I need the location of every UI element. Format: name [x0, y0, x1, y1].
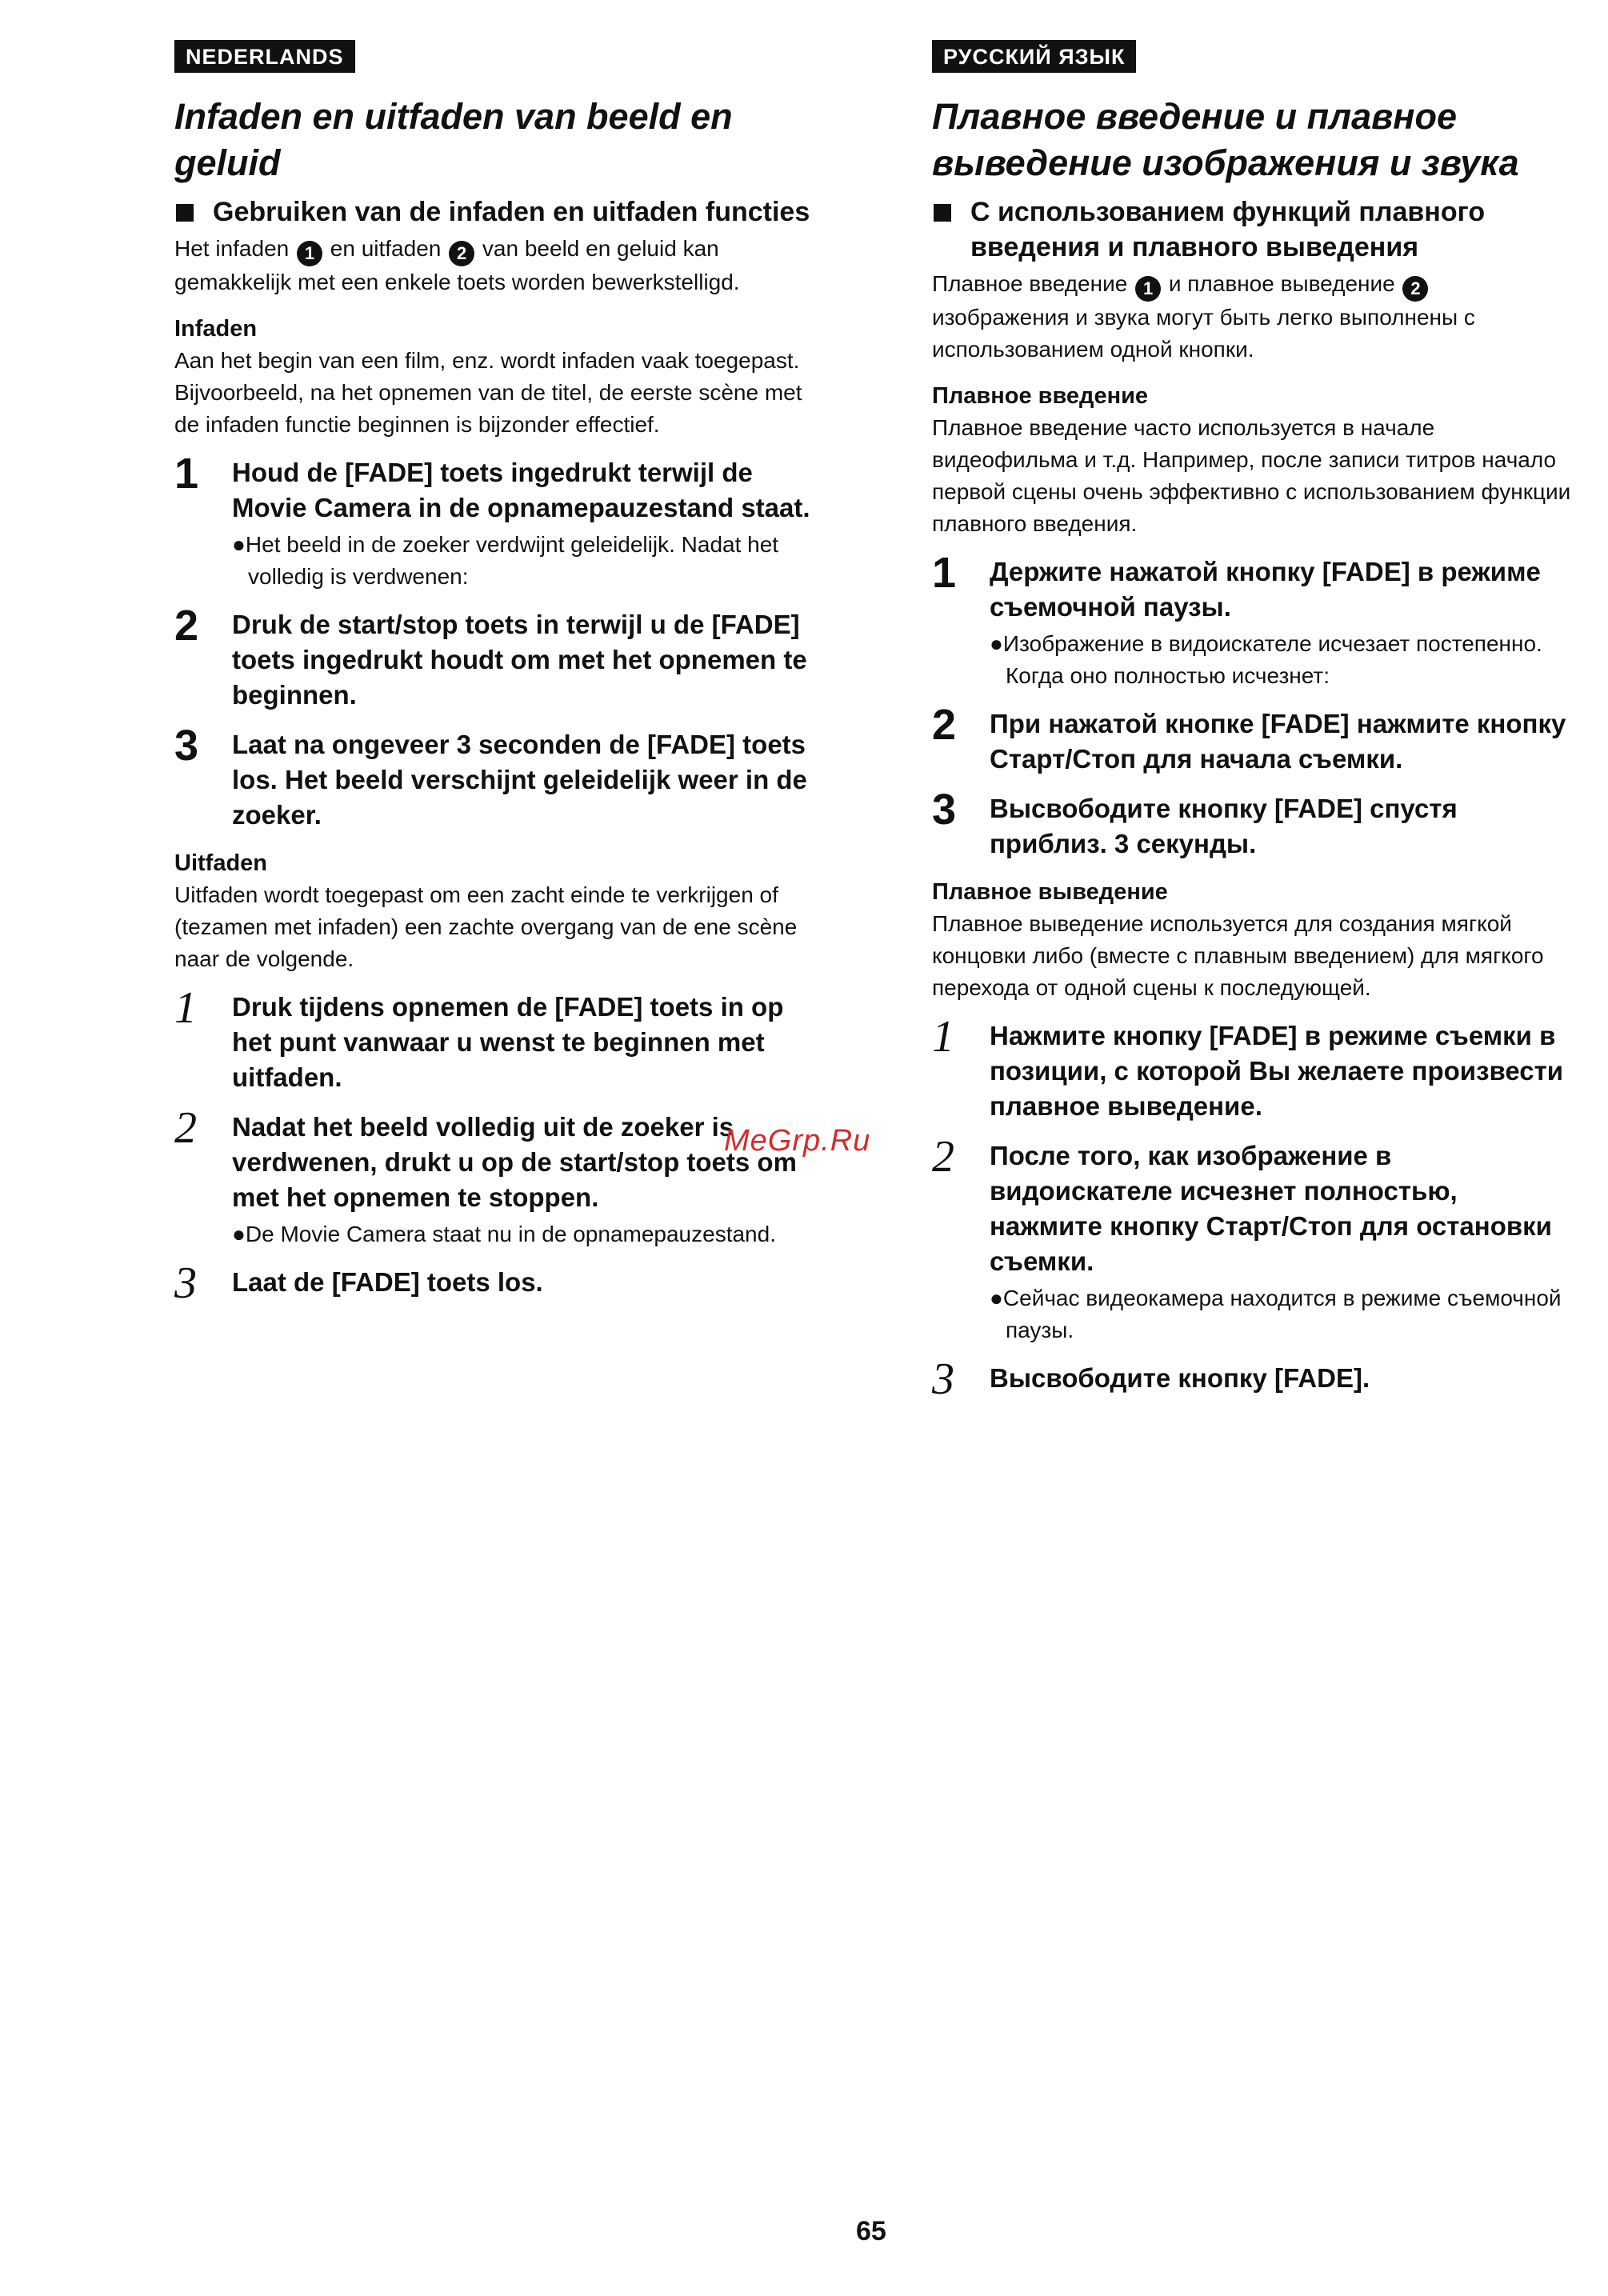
step-number: 2 — [174, 1103, 197, 1153]
column-russian — [932, 40, 1572, 1410]
language-badge: NEDERLANDS — [174, 40, 355, 73]
section-heading — [932, 194, 1572, 265]
intro-text-3: van beeld en geluid kan gemakkelijk met een enkele toets worden bewerkstelligd. — [174, 236, 740, 294]
step-text: Высвободите кнопку [FADE] спустя приблиз. 3 секунды. — [990, 794, 1458, 858]
section-heading — [174, 194, 830, 230]
fadeout-step-3 — [932, 1354, 1572, 1404]
fadein-step-1 — [174, 450, 830, 593]
watermark: MeGrp.Ru — [724, 1124, 871, 1158]
step-text: При нажатой кнопке [FADE] нажмите кнопку Старт/Стоп для начала съемки. — [990, 709, 1566, 774]
circled-number-2-icon: 2 — [1402, 276, 1428, 302]
fadeout-paragraph: Плавное выведение используется для создания мягкой концовки либо (вместе с плавным введением) для мягкого перехода от одной сцены к последующей. — [932, 911, 1544, 1000]
fadein-paragraph: Плавное введение часто используется в начале видеофильма и т.д. Например, после записи титров начало первой сцены очень эффективно с использованием функции плавного введения. — [932, 415, 1571, 536]
fadeout-step-1 — [932, 1012, 1572, 1124]
step-note: ●De Movie Camera staat nu in de opnamepauzestand. — [232, 1222, 776, 1246]
page-title: Плавное введение и плавное выведение изображения и звука — [932, 96, 1519, 183]
intro-paragraph — [932, 268, 1572, 366]
section-heading-text: Gebruiken van de infaden en uitfaden functies — [213, 197, 810, 227]
step-number: 2 — [174, 602, 199, 650]
step-number: 1 — [174, 450, 199, 498]
intro-text-2: en uitfaden — [330, 236, 442, 261]
step-number: 3 — [174, 1258, 197, 1308]
intro-text-1: Het infaden — [174, 236, 290, 261]
circled-number-2-icon: 2 — [449, 241, 474, 266]
step-text: Houd de [FADE] toets ingedrukt terwijl de Movie Camera in de opnamepauzestand staat. — [232, 458, 810, 522]
step-text: Laat de [FADE] toets los. — [232, 1267, 543, 1297]
step-number: 1 — [174, 983, 197, 1033]
fadeout-step-2 — [932, 1132, 1572, 1346]
language-badge: РУССКИЙ ЯЗЫК — [932, 40, 1136, 73]
circled-number-1-icon: 1 — [297, 241, 322, 266]
fadein-paragraph: Aan het begin van een film, enz. wordt infaden vaak toegepast. Bijvoorbeeld, na het opnemen van de titel, de eerste scène met de infaden functie beginnen is bijzonder effectief. — [174, 348, 802, 437]
fadein-step-3 — [932, 786, 1572, 862]
page-number: 65 — [856, 2216, 886, 2246]
intro-text-3: изображения и звука могут быть легко выполнены с использованием одной кнопки. — [932, 305, 1475, 362]
step-text: Держите нажатой кнопку [FADE] в режиме съемочной паузы. — [990, 557, 1541, 622]
step-number: 2 — [932, 1132, 954, 1182]
square-bullet-icon — [176, 204, 194, 222]
step-text: Нажмите кнопку [FADE] в режиме съемки в позиции, с которой Вы желаете произвести плавное выведение. — [990, 1021, 1564, 1121]
intro-text-1: Плавное введение — [932, 271, 1128, 296]
step-text: Высвободите кнопку [FADE]. — [990, 1363, 1370, 1393]
fadeout-step-1 — [174, 983, 830, 1095]
step-note-continued: Когда оно полностью исчезнет: — [1006, 663, 1330, 688]
fadein-step-1 — [932, 549, 1572, 692]
step-number: 2 — [932, 701, 957, 749]
fadein-step-2 — [932, 701, 1572, 777]
step-number: 1 — [932, 1012, 954, 1062]
fadeout-heading: Uitfaden — [174, 850, 267, 876]
intro-paragraph — [174, 233, 830, 298]
fadein-heading: Infaden — [174, 316, 258, 342]
step-number: 3 — [932, 786, 957, 834]
step-note: ●Изображение в видоискателе исчезает постепенно. — [990, 631, 1542, 656]
step-number: 1 — [932, 549, 957, 597]
step-text: Laat na ongeveer 3 seconden de [FADE] toets los. Het beeld verschijnt geleidelijk weer in de zoeker. — [232, 730, 807, 830]
step-text: Nadat het beeld volledig uit de zoeker is verdwenen, drukt u op de start/stop toets om met het opnemen te stoppen. — [232, 1112, 797, 1212]
fadeout-step-3 — [174, 1258, 830, 1308]
section-heading-text: С использованием функций плавного введения и плавного выведения — [970, 197, 1486, 262]
fadein-step-2 — [174, 602, 830, 713]
square-bullet-icon — [934, 204, 951, 222]
circled-number-1-icon: 1 — [1135, 276, 1161, 302]
step-number: 3 — [174, 722, 199, 770]
step-text: Druk tijdens opnemen de [FADE] toets in op het punt vanwaar u wenst te beginnen met uitfaden. — [232, 992, 784, 1092]
step-note: ●Het beeld in de zoeker verdwijnt geleidelijk. Nadat het volledig is verdwenen: — [232, 532, 779, 589]
step-text: Druk de start/stop toets in terwijl u de [FADE] toets ingedrukt houdt om met het opnemen te beginnen. — [232, 610, 807, 710]
fadeout-paragraph: Uitfaden wordt toegepast om een zacht einde te verkrijgen of (tezamen met infaden) een zachte overgang van de ene scène naar de volgende. — [174, 882, 798, 971]
fadeout-heading: Плавное выведение — [932, 879, 1168, 905]
step-number: 3 — [932, 1354, 954, 1404]
intro-text-2: и плавное выведение — [1168, 271, 1395, 296]
fadein-heading: Плавное введение — [932, 383, 1149, 409]
step-text: После того, как изображение в видоискателе исчезнет полностью, нажмите кнопку Старт/Стоп для остановки съемки. — [990, 1141, 1552, 1276]
step-note: ●Сейчас видеокамера находится в режиме съемочной паузы. — [990, 1286, 1562, 1342]
fadein-step-3 — [174, 722, 830, 833]
page-title: Infaden en uitfaden van beeld en geluid — [174, 96, 733, 183]
